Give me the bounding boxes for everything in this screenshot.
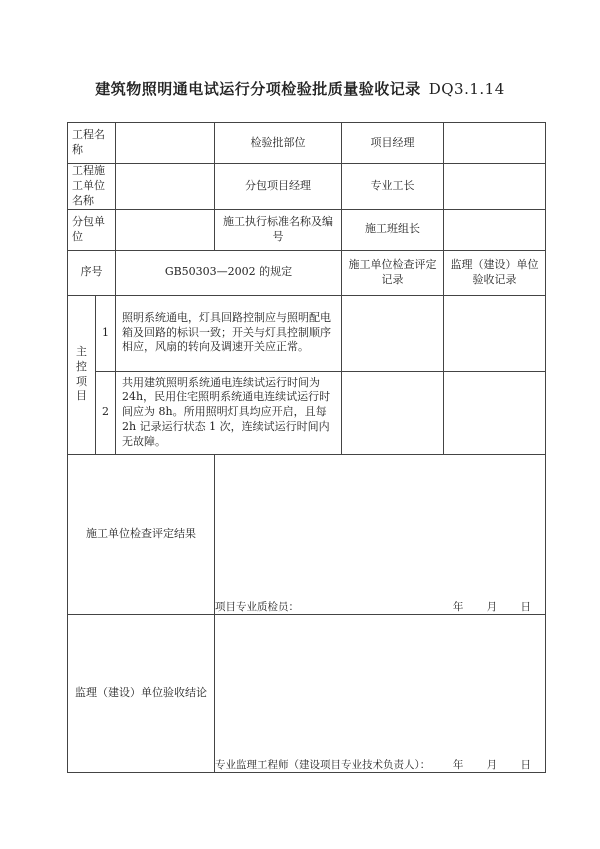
project-name-value[interactable] [116,123,215,164]
item-2-construction-check[interactable] [342,371,444,454]
column-no-header: 序号 [68,250,116,295]
item-1-supervision-check[interactable] [444,295,546,371]
quality-inspector-label: 项目专业质检员： [215,600,299,613]
main-items-char: 主 [76,344,87,358]
column-spec-header: GB50303—2002 的规定 [116,250,342,295]
construction-unit-label: 工程施工单位名称 [68,164,116,210]
foreman-label: 专业工长 [342,164,444,210]
inspection-batch-label: 检验批部位 [215,123,342,164]
supervision-date-label: 年 月 日 [452,758,531,771]
supervision-result-area[interactable] [215,614,546,772]
acceptance-form-table [67,122,546,773]
item-2-supervision-check[interactable] [444,371,546,454]
main-items-char: 项 [76,374,87,388]
project-manager-label: 项目经理 [342,123,444,164]
sub-project-manager-label: 分包项目经理 [215,164,342,210]
main-items-char: 控 [76,359,87,373]
item-2-number: 2 [96,371,116,454]
main-items-label [68,295,96,454]
column-construction-check-header: 施工单位检查评定记录 [342,250,444,295]
form-code: DQ3.1.14 [428,80,505,98]
construction-result-label [68,454,215,614]
sub-unit-label: 分包单位 [68,209,116,250]
column-supervision-check-header: 监理（建设）单位验收记录 [444,250,546,295]
standard-label: 施工执行标准名称及编号 [215,209,342,250]
project-manager-value[interactable] [444,123,546,164]
team-leader-label: 施工班组长 [342,209,444,250]
project-name-label: 工程名称 [68,123,116,164]
item-2-text: 共用建筑照明系统通电连续试运行时间为 24h，民用住宅照明系统通电连续试运行时间应为 8h。所用照明灯具均应开启，且每 2h 记录运行状态 1 次，连续试运行时间内无故障。 [116,371,342,454]
sub-unit-value[interactable] [116,209,215,250]
supervision-result-line: 监理（建设）单位验收结论 [75,685,207,699]
supervision-engineer-label: 专业监理工程师（建设项目专业技术负责人）： [215,758,431,771]
title-text: 建筑物照明通电试运行分项检验批质量验收记录 [95,80,421,98]
team-leader-value[interactable] [444,209,546,250]
main-items-char: 目 [76,389,87,403]
item-1-construction-check[interactable] [342,295,444,371]
construction-result-area[interactable] [215,454,546,614]
item-1-text: 照明系统通电，灯具回路控制应与照明配电箱及回路的标识一致；开关与灯具控制顺序相应，风扇的转向及调速开关应正常。 [116,295,342,371]
construction-unit-value[interactable] [116,164,215,210]
foreman-value[interactable] [444,164,546,210]
construction-result-line: 施工单位检查评定结果 [86,526,196,540]
supervision-result-label [68,614,215,772]
construction-date-label: 年 月 日 [452,600,531,613]
item-1-number: 1 [96,295,116,371]
page-title [0,78,600,99]
